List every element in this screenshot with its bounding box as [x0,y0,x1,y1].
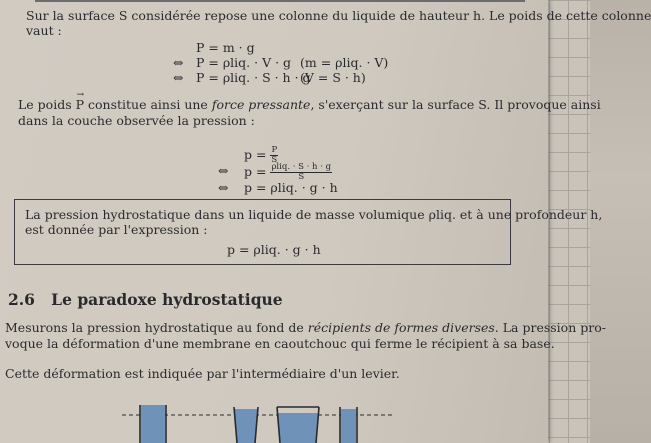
page-top-rule [35,0,525,2]
intro-line-1: Sur la surface S considérée repose une colonne du liquide de hauteur h. Le poids de cette colonne [26,8,651,23]
equation-mass-note: (m = ρliq. · V) [300,55,389,70]
vessel-4-water [341,409,356,443]
equivalence-arrow: ⇔ [173,55,184,70]
section-title: Le paradoxe hydrostatique [51,290,283,309]
vessel-1-water [141,405,165,443]
intro-line-2: vaut : [26,23,62,38]
equation-weight-volume: P = ρliq. · V · g [196,55,292,70]
emphasis-force-pressante: force pressante [211,97,311,112]
emphasis-recipients: récipients de formes diverses [307,320,495,335]
paragraph-lever: Cette déformation est indiquée par l'intermédiaire d'un levier. [5,366,400,381]
equivalence-arrow: ⇔ [218,180,229,195]
paragraph-text: . La pression pro- [494,320,606,335]
vector-p: → P [75,90,85,112]
paragraph-experiment-line-2: voque la déformation d'une membrane en caoutchouc qui ferme le récipient à sa base. [5,336,555,351]
equation-weight-height: P = ρliq. · S · h · g [196,70,311,85]
definition-line-2: est donnée par l'expression : [25,222,208,237]
vessel-2-water [234,409,258,443]
paragraph-text: Mesurons la pression hydrostatique au fond de [5,320,308,335]
definition-line-1: La pression hydrostatique dans un liquide de masse volumique ρliq. et à une profondeur h, [25,207,603,222]
fraction-weight-over-s: $\frac{\text{ρliq. · S · h · g}}{S}$ [271,162,332,182]
equivalence-arrow: ⇔ [218,163,229,178]
fraction-p-over-s: $\frac{P}{S}$ [271,145,278,165]
vessels-figure [0,395,548,443]
pressure-lhs: p = [244,147,267,162]
pressure-final-eq: p = ρliq. · g · h [244,180,338,195]
section-heading [8,290,283,309]
vessel-3-water [277,413,319,443]
paragraph-text: , s'exerçant sur la surface S. Il provoque ainsi [310,97,601,112]
paragraph-force-line-2: dans la couche observée la pression : [18,113,255,128]
paragraph-experiment-line-1 [5,320,606,335]
paragraph-text: constitue ainsi une [84,97,212,112]
vector-arrow-icon: → [76,90,85,100]
definition-formula: p = ρliq. · g · h [227,242,321,257]
pressure-lhs: p = [244,164,267,179]
equivalence-arrow: ⇔ [173,70,184,85]
equation-weight: P = m · g [196,40,255,55]
equation-volume-note: (V = S · h) [300,70,366,85]
paragraph-force-line-1 [18,90,601,112]
paragraph-text: Le poids [18,97,76,112]
definition-box [14,199,603,265]
section-number: 2.6 [8,290,35,309]
